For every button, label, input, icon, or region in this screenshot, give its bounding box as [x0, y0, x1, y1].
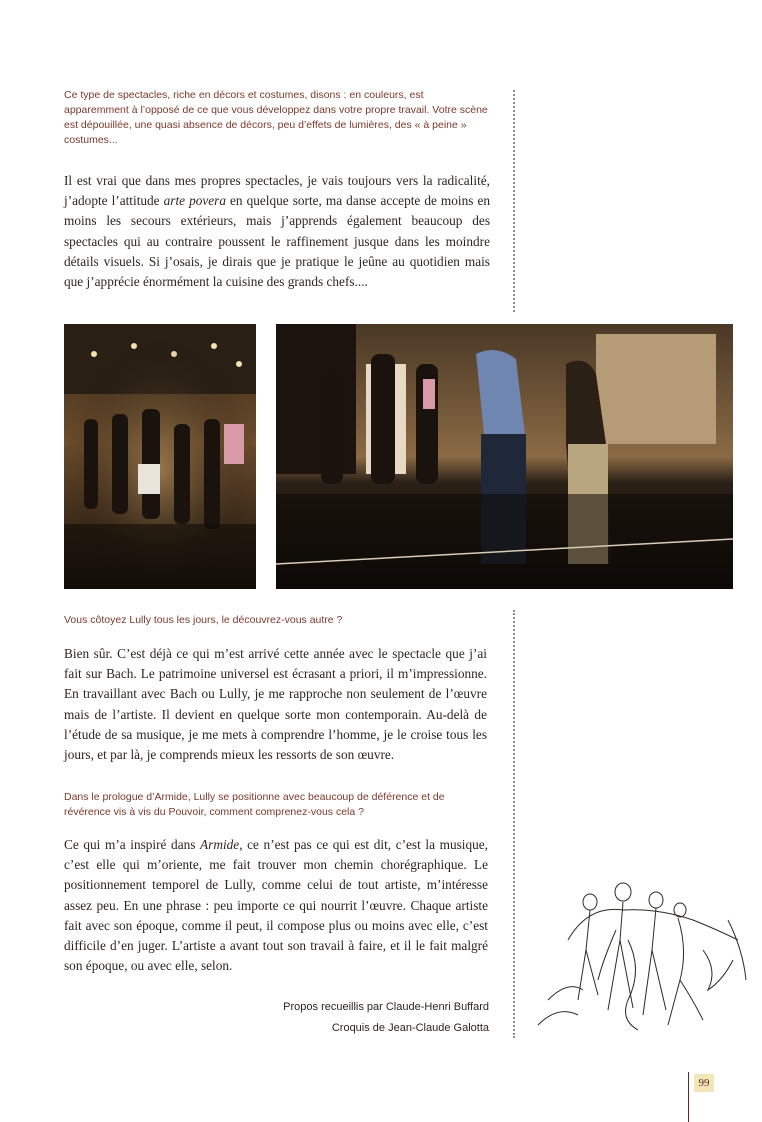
page-number: 99: [694, 1074, 714, 1092]
question-3-italic: Armide: [154, 791, 188, 803]
rehearsal-photo-right-image: [276, 324, 733, 589]
question-3-text-a: Dans le prologue d’: [64, 791, 155, 803]
dotted-rule-top: [513, 90, 515, 312]
answer-1-italic: arte povera: [163, 193, 226, 209]
question-2: Vous côtoyez Lully tous les jours, le découvrez-vous autre ?: [64, 614, 343, 626]
dotted-rule-bottom: [513, 610, 515, 1038]
credit-interview: Propos recueillis par Claude-Henri Buffard: [283, 1001, 489, 1013]
rehearsal-photo-left-image: [64, 324, 256, 589]
page-marker-bar: [688, 1072, 689, 1122]
answer-3-text-a: Ce qui m’a inspiré dans: [64, 837, 201, 852]
answer-1-text-a: Il est vrai que dans mes propres spectacles, je vais toujours vers la radicalité, j’adopte l’attitude: [64, 173, 490, 209]
question-1: Ce type de spectacles, riche en décors et costumes, disons : en couleurs, est apparemment à l’opposé de ce que vous développez dans votre propre travail. Votre scène est dépouillée, une quasi absence de décors, peu d’effets de lumières, des « à peine » costumes...: [64, 89, 488, 146]
rehearsal-photo-left: [64, 324, 256, 589]
answer-1-text-b: en quelque sorte, ma danse accepte de moins en moins les secours extérieurs, mais j’apprends également beaucoup des spectacles qui au contraire poussent le raffinement jusque dans les moindre détails visuels. Si j’osais, je dirais que je pratique le jeûne au quotidien mais que j’apprécie énormément la cuisine des grands chefs....: [64, 193, 491, 290]
question-3: [64, 790, 490, 820]
answer-1: [64, 171, 490, 292]
rehearsal-photo-right: [276, 324, 733, 589]
answer-3-text-b: , ce n’est pas ce qui est dit, c’est la musique, c’est elle qui m’oriente, me fait trouver mon chemin chorégraphique. Le positionnement temporel de Lully, comme celui de tout artiste, m’intéresse assez peu. En une phrase : peu importe ce qui nourrit l’œuvre. Chaque artiste fait avec son époque, comme il peut, il compose plus ou moins avec elle, c’est difficile d’en juger. L’artiste a avant tout son travail à faire, et il le fait malgré son époque, ou avec elle, selon.: [64, 837, 488, 974]
answer-2: Bien sûr. C’est déjà ce qui m’est arrivé cette année avec le spectacle que j’ai fait sur Bach. Le patrimoine universel est écrasant a priori, il m’impressionne. En travaillant avec Bach ou Lully, je me rapproche non seulement de l’œuvre mais de l’artiste. Il devient en quelque sorte mon contemporain. Au-delà de l’étude de sa musique, je me mets à comprendre l’homme, je le croise tous les jours, et par là, je comprends mieux les ressorts de son œuvre.: [64, 646, 487, 763]
dancers-sketch: [528, 880, 754, 1040]
answer-3: [64, 835, 488, 976]
credit-sketch: Croquis de Jean-Claude Galotta: [331, 1022, 489, 1034]
dancers-sketch-drawing: [528, 880, 754, 1040]
answer-3-italic: Armide: [200, 837, 240, 852]
question-3-text-b: , Lully se positionne avec beaucoup de déférence et de révérence vis à vis du Pouvoir, comment comprenez-vous cela ?: [64, 791, 445, 818]
